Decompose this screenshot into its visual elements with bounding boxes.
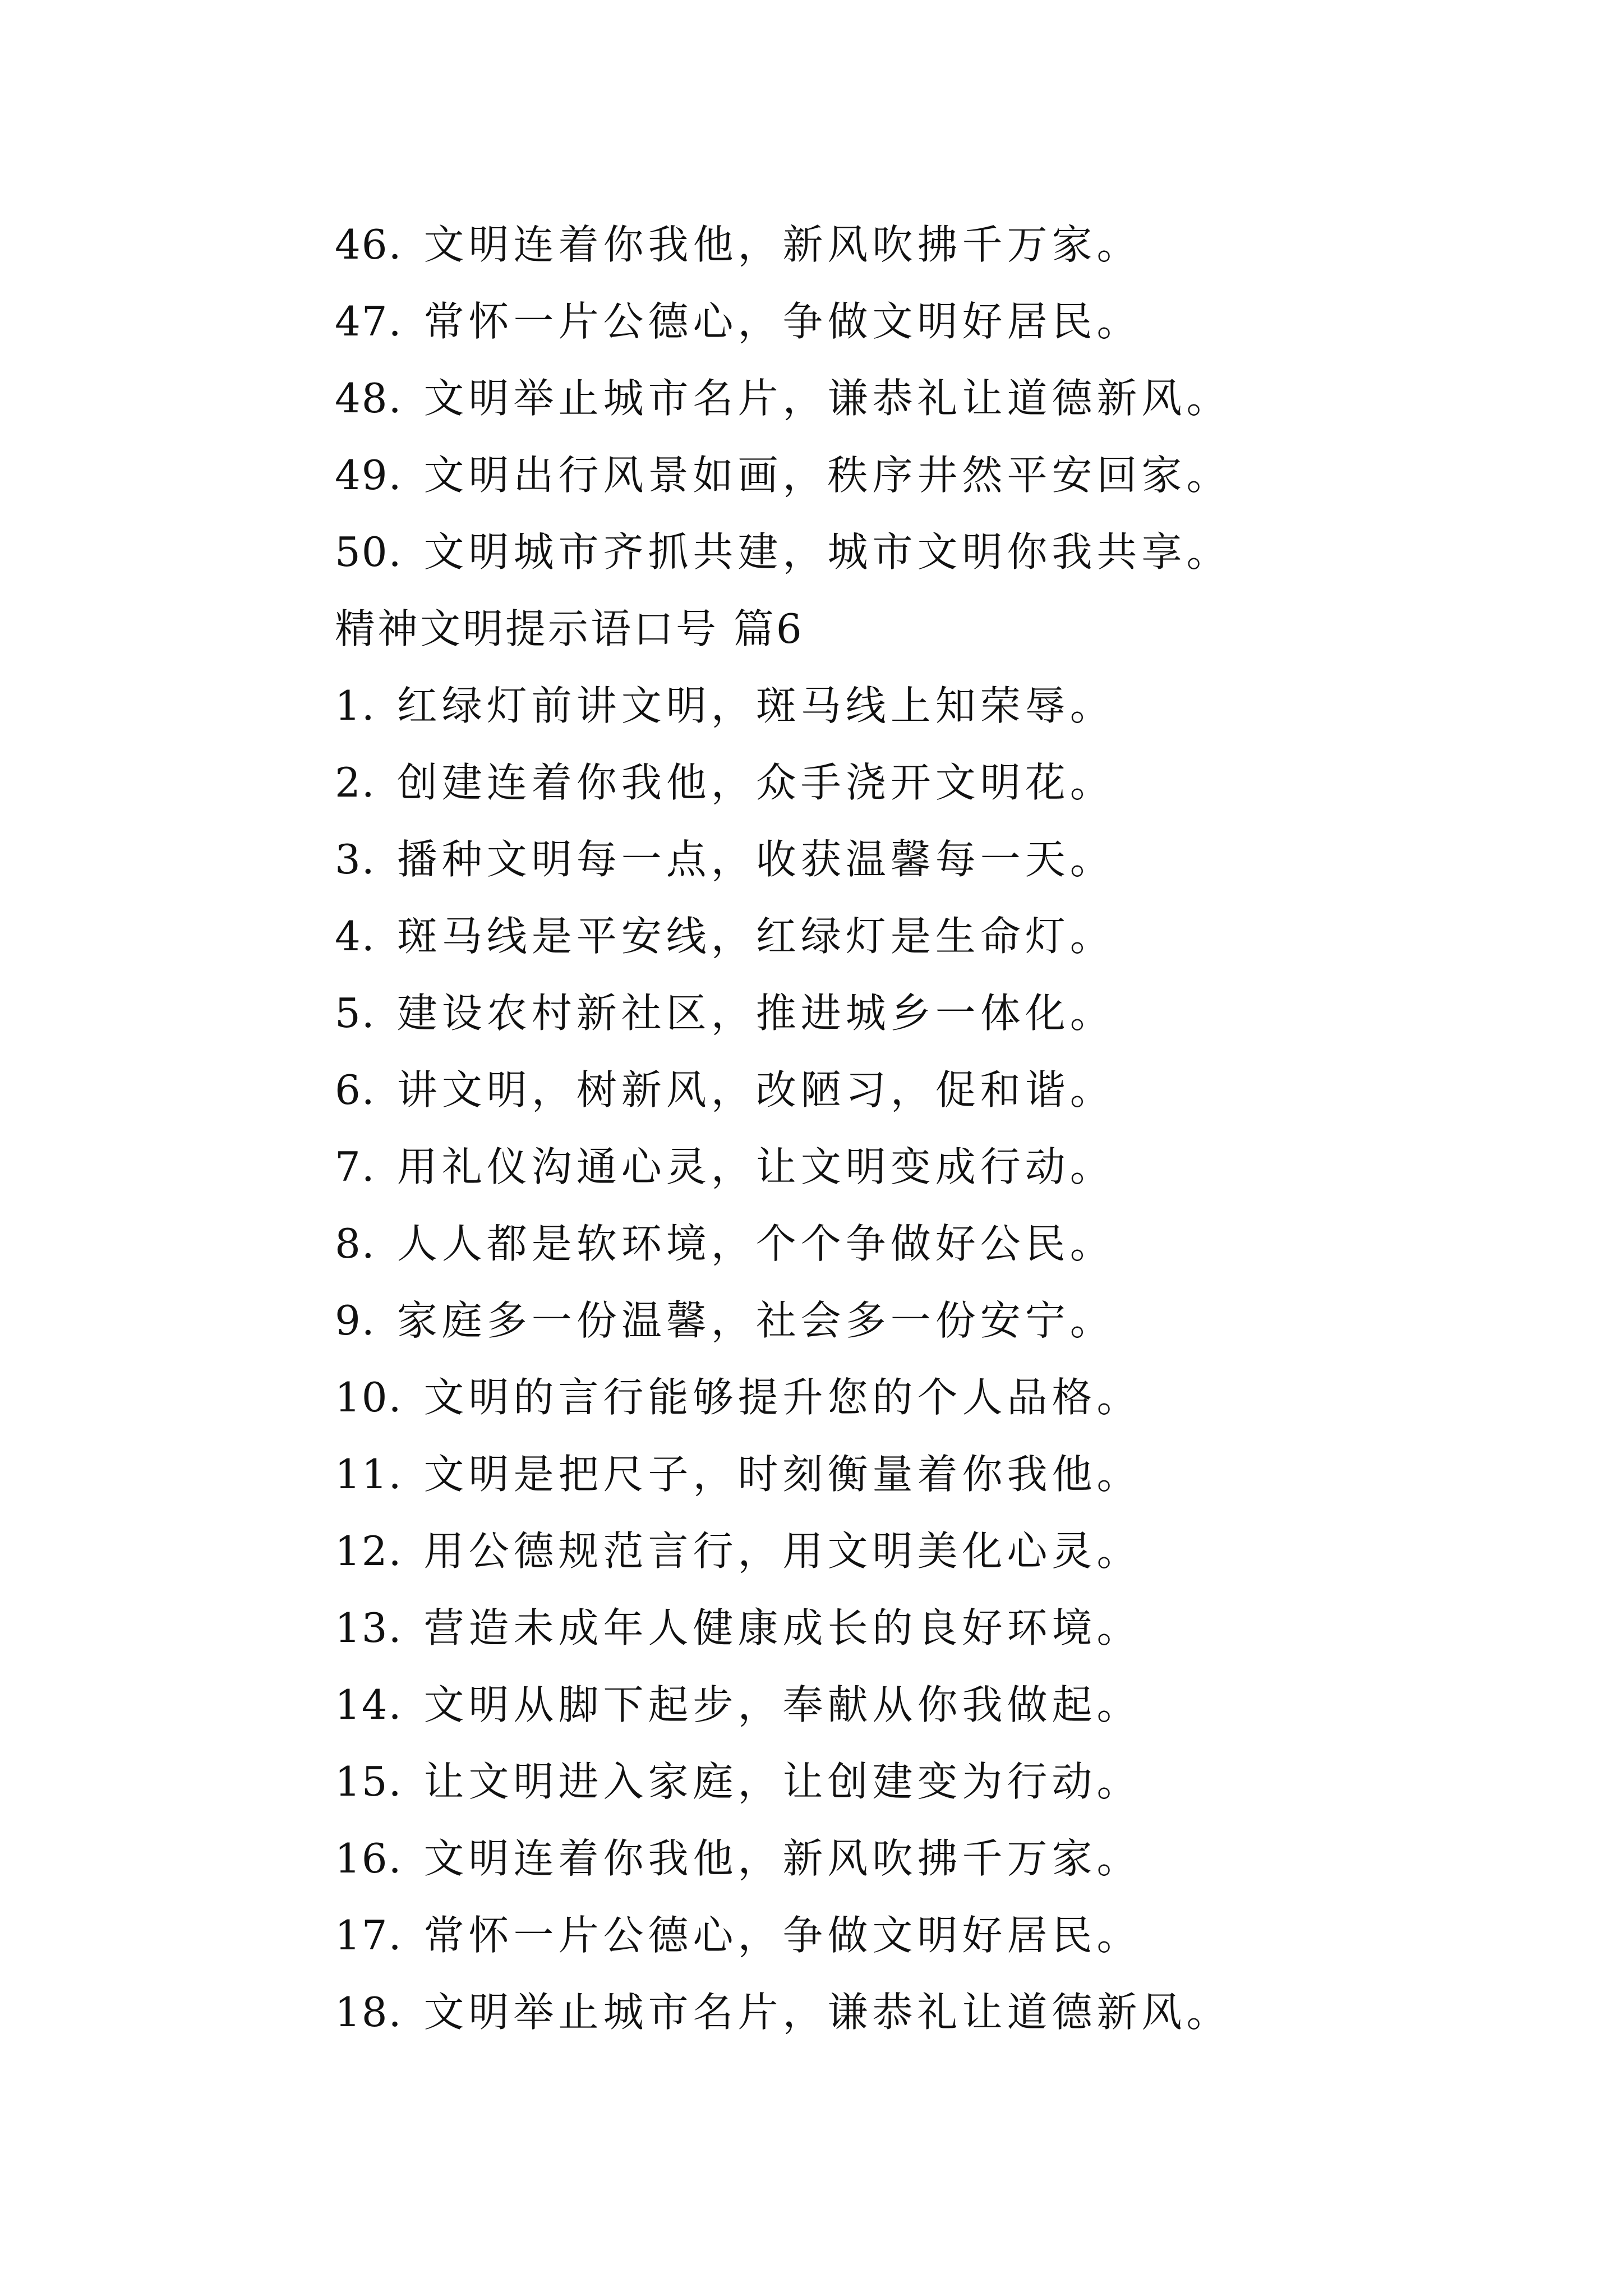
list-item bbox=[335, 1359, 1456, 1436]
item-text: 文明出行风景如画，秩序井然平安回家。 bbox=[423, 452, 1232, 499]
item-text: 营造未成年人健康成长的良好环境。 bbox=[423, 1604, 1142, 1651]
item-number: 14. bbox=[335, 1681, 403, 1728]
item-text: 讲文明，树新风，改陋习，促和谐。 bbox=[396, 1066, 1115, 1114]
list-item bbox=[335, 1129, 1456, 1205]
list-item bbox=[335, 1436, 1456, 1513]
item-text: 建设农村新社区，推进城乡一体化。 bbox=[396, 990, 1115, 1037]
list-item bbox=[335, 1282, 1456, 1359]
item-number: 12. bbox=[335, 1527, 403, 1575]
item-number: 48. bbox=[335, 375, 403, 422]
list-item bbox=[335, 1743, 1456, 1820]
item-text: 家庭多一份温馨，社会多一份安宁。 bbox=[396, 1297, 1115, 1344]
item-number: 13. bbox=[335, 1604, 403, 1651]
item-text: 文明城市齐抓共建，城市文明你我共享。 bbox=[423, 528, 1232, 576]
section-heading: 精神文明提示语口号 篇6 bbox=[335, 605, 804, 652]
item-number: 4. bbox=[335, 913, 376, 960]
list-item bbox=[335, 975, 1456, 1052]
list-item bbox=[335, 898, 1456, 975]
item-number: 5. bbox=[335, 990, 376, 1037]
item-text: 文明是把尺子，时刻衡量着你我他。 bbox=[423, 1451, 1142, 1498]
list-item bbox=[335, 1820, 1456, 1897]
list-item bbox=[335, 744, 1456, 821]
item-number: 10. bbox=[335, 1374, 403, 1421]
list-item bbox=[335, 821, 1456, 898]
item-text: 播种文明每一点，收获温馨每一天。 bbox=[396, 836, 1115, 883]
list-item bbox=[335, 1897, 1456, 1974]
item-number: 7. bbox=[335, 1143, 376, 1190]
item-text: 斑马线是平安线，红绿灯是生命灯。 bbox=[396, 913, 1115, 960]
list-item bbox=[335, 283, 1456, 360]
list-item bbox=[335, 1974, 1456, 2051]
item-text: 人人都是软环境，个个争做好公民。 bbox=[396, 1220, 1115, 1267]
item-number: 3. bbox=[335, 836, 376, 883]
item-text: 文明连着你我他，新风吹拂千万家。 bbox=[423, 221, 1142, 268]
item-text: 红绿灯前讲文明，斑马线上知荣辱。 bbox=[396, 682, 1115, 729]
item-text: 常怀一片公德心，争做文明好居民。 bbox=[423, 1912, 1142, 1959]
item-number: 1. bbox=[335, 682, 376, 729]
item-text: 文明举止城市名片，谦恭礼让道德新风。 bbox=[423, 1989, 1232, 2036]
list-item bbox=[335, 1052, 1456, 1129]
list-item bbox=[335, 206, 1456, 283]
item-text: 文明举止城市名片，谦恭礼让道德新风。 bbox=[423, 375, 1232, 422]
item-number: 46. bbox=[335, 221, 403, 268]
list-item bbox=[335, 1205, 1456, 1282]
item-text: 常怀一片公德心，争做文明好居民。 bbox=[423, 298, 1142, 345]
item-number: 2. bbox=[335, 759, 376, 806]
item-number: 16. bbox=[335, 1835, 403, 1882]
item-number: 6. bbox=[335, 1066, 376, 1114]
item-number: 47. bbox=[335, 298, 403, 345]
item-text: 用礼仪沟通心灵，让文明变成行动。 bbox=[396, 1143, 1115, 1190]
item-number: 49. bbox=[335, 452, 403, 499]
item-text: 让文明进入家庭，让创建变为行动。 bbox=[423, 1758, 1142, 1805]
item-text: 文明从脚下起步，奉献从你我做起。 bbox=[423, 1681, 1142, 1728]
item-number: 50. bbox=[335, 528, 403, 576]
item-number: 11. bbox=[335, 1451, 403, 1498]
list-item bbox=[335, 514, 1456, 591]
item-number: 8. bbox=[335, 1220, 376, 1267]
item-number: 17. bbox=[335, 1912, 403, 1959]
list-item bbox=[335, 437, 1456, 514]
item-text: 创建连着你我他，众手浇开文明花。 bbox=[396, 759, 1115, 806]
item-number: 18. bbox=[335, 1989, 403, 2036]
list-item bbox=[335, 360, 1456, 437]
slogan-list bbox=[335, 206, 1456, 2051]
item-text: 文明的言行能够提升您的个人品格。 bbox=[423, 1374, 1142, 1421]
item-text: 用公德规范言行，用文明美化心灵。 bbox=[423, 1527, 1142, 1575]
list-item bbox=[335, 668, 1456, 744]
list-item bbox=[335, 1590, 1456, 1667]
item-number: 15. bbox=[335, 1758, 403, 1805]
list-item bbox=[335, 1513, 1456, 1590]
list-item bbox=[335, 1667, 1456, 1743]
item-number: 9. bbox=[335, 1297, 376, 1344]
item-text: 文明连着你我他，新风吹拂千万家。 bbox=[423, 1835, 1142, 1882]
